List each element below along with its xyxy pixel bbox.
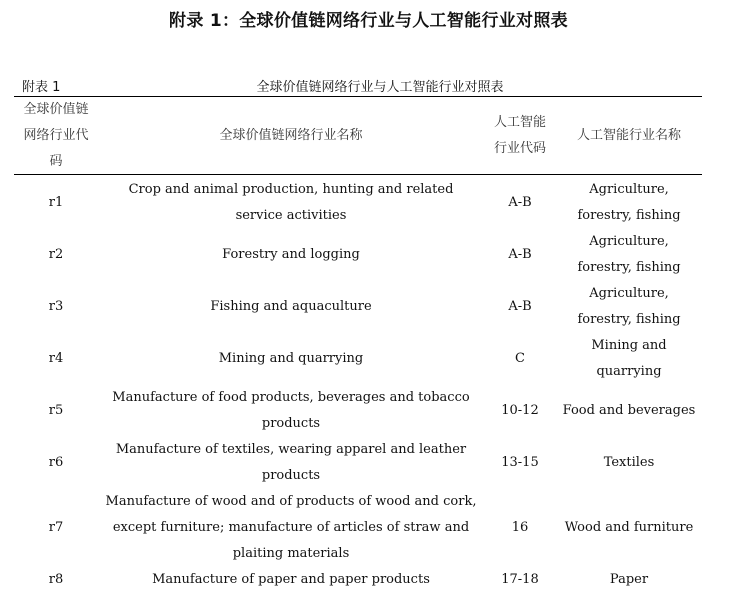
gvc-code-cell: r4 xyxy=(48,351,64,366)
ai-name-cell: Textiles xyxy=(603,455,655,470)
table-row xyxy=(14,489,702,567)
comparison-table xyxy=(14,97,702,593)
gvc-name-cell: Manufacture of wood and of products of wood and cork, except furniture; manufacture of articles of straw and plaiting materials xyxy=(105,494,477,561)
ai-code-cell: 16 xyxy=(511,520,529,535)
ai-name-cell: Wood and furniture xyxy=(564,520,694,535)
gvc-name-cell: Forestry and logging xyxy=(222,247,360,262)
table-row xyxy=(14,385,702,437)
gvc-name-cell: Fishing and aquaculture xyxy=(210,299,372,314)
header-ai-name: 人工智能行业名称 xyxy=(576,128,681,143)
gvc-name-cell: Crop and animal production, hunting and related service activities xyxy=(128,182,454,223)
table-row xyxy=(14,281,702,333)
ai-name-cell: Agriculture, forestry, fishing xyxy=(577,286,681,327)
gvc-name-cell: Manufacture of food products, beverages and tobacco products xyxy=(112,390,470,431)
header-gvc-code: 全球价值链网络行业代码 xyxy=(23,102,89,169)
ai-name-cell: Agriculture, forestry, fishing xyxy=(577,182,681,223)
table-row xyxy=(14,437,702,489)
gvc-code-cell: r6 xyxy=(48,455,64,470)
table-row xyxy=(14,333,702,385)
gvc-code-cell: r7 xyxy=(48,520,64,535)
gvc-name-cell: Mining and quarrying xyxy=(218,351,364,366)
caption-title: 全球价值链网络行业与人工智能行业对照表 xyxy=(256,80,504,95)
gvc-name-cell: Manufacture of paper and paper products xyxy=(152,572,430,587)
caption-label: 附表 1 xyxy=(22,80,61,95)
page-title: 附录 1：全球价值链网络行业与人工智能行业对照表 xyxy=(169,11,568,31)
table-header-row xyxy=(14,97,702,175)
ai-name-cell: Paper xyxy=(609,572,649,587)
ai-code-cell: 10-12 xyxy=(501,403,539,418)
table-caption xyxy=(0,76,737,96)
ai-code-cell: 17-18 xyxy=(501,572,539,587)
ai-code-cell: A-B xyxy=(508,195,532,210)
ai-code-cell: A-B xyxy=(508,299,532,314)
ai-name-cell: Agriculture, forestry, fishing xyxy=(577,234,681,275)
gvc-code-cell: r1 xyxy=(48,195,64,210)
gvc-name-cell: Manufacture of textiles, wearing apparel and leather products xyxy=(115,442,467,483)
table-row xyxy=(14,175,702,229)
ai-code-cell: C xyxy=(515,351,525,366)
gvc-code-cell: r5 xyxy=(48,403,64,418)
gvc-code-cell: r8 xyxy=(48,572,64,587)
table-row xyxy=(14,229,702,281)
ai-code-cell: 13-15 xyxy=(501,455,539,470)
header-gvc-name: 全球价值链网络行业名称 xyxy=(219,128,363,143)
table-row xyxy=(14,567,702,593)
ai-code-cell: A-B xyxy=(508,247,532,262)
ai-name-cell: Food and beverages xyxy=(562,403,696,418)
gvc-code-cell: r2 xyxy=(48,247,64,262)
gvc-code-cell: r3 xyxy=(48,299,64,314)
header-ai-code: 人工智能行业代码 xyxy=(493,115,546,156)
ai-name-cell: Mining and quarrying xyxy=(591,338,667,379)
